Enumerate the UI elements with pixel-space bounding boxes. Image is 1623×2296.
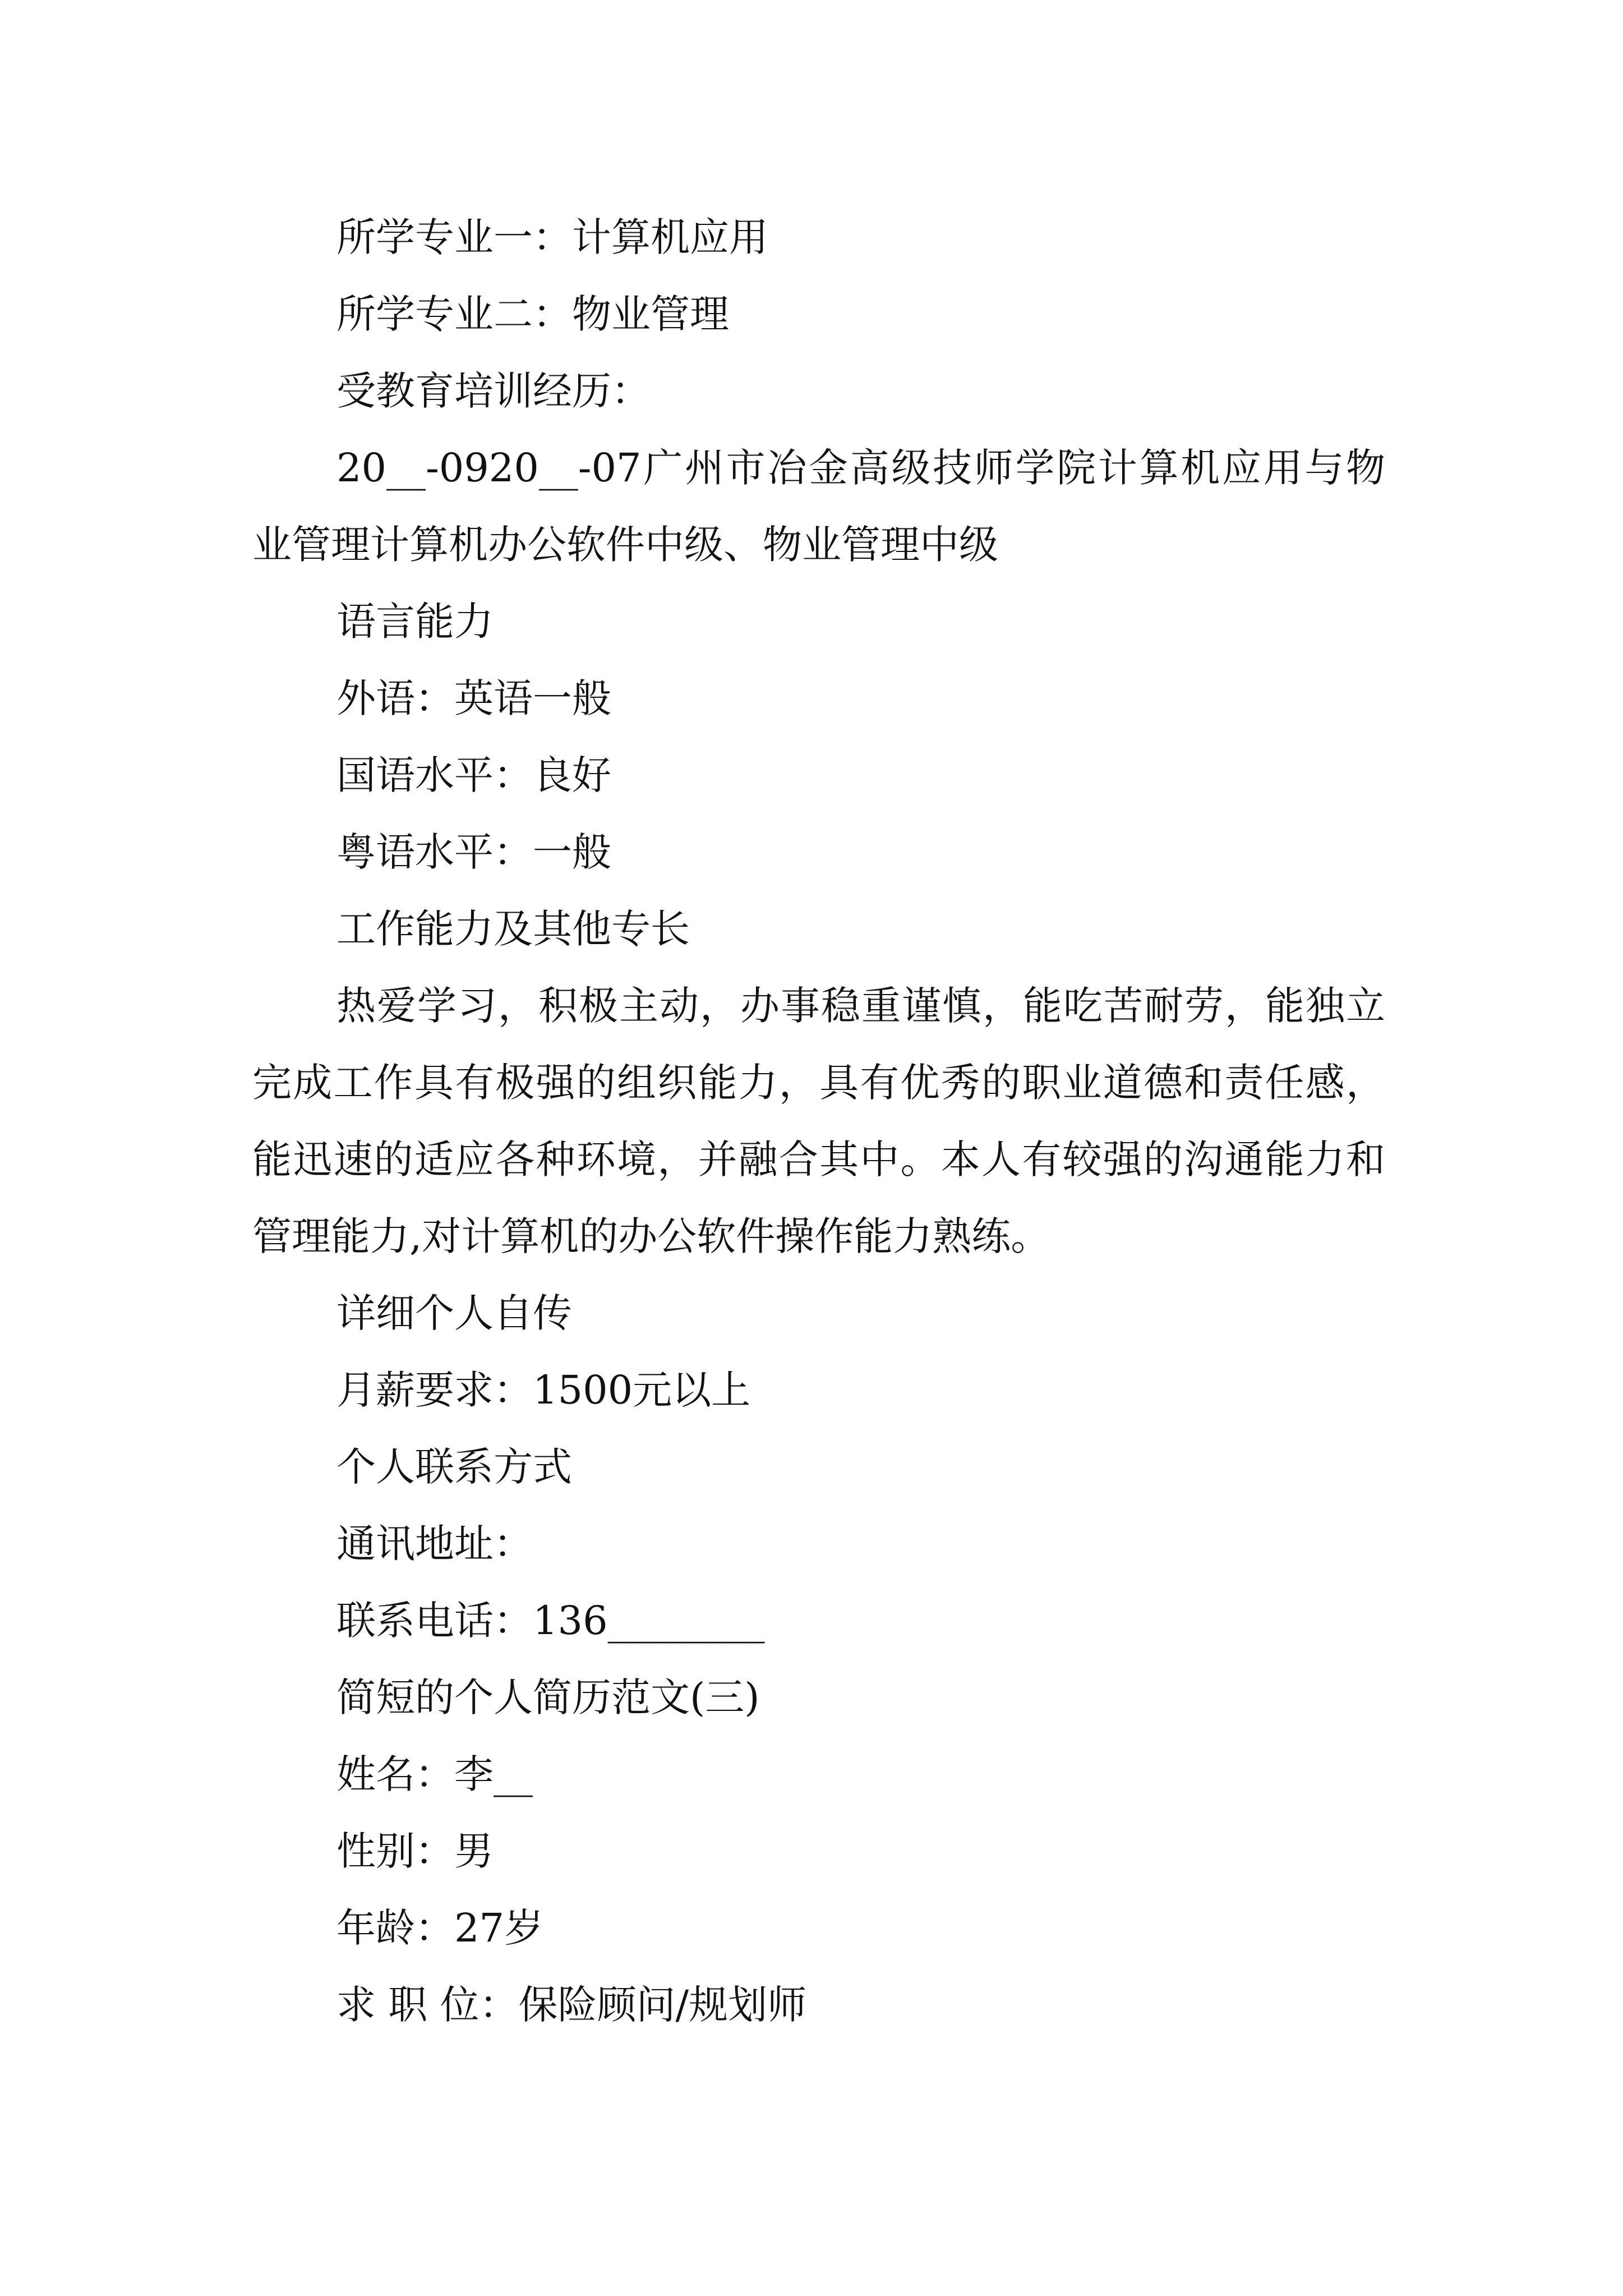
phone-line: 联系电话：136________ [336, 1598, 765, 1644]
skills-heading: 工作能力及其他专长 [336, 906, 690, 952]
major-two-line: 所学专业二：物业管理 [336, 291, 729, 337]
gender-line: 性别：男 [336, 1828, 494, 1874]
document-body [252, 199, 1385, 2044]
salary-line: 月薪要求：1500元以上 [336, 1367, 751, 1413]
address-line: 通讯地址： [336, 1521, 533, 1567]
foreign-language-line: 外语：英语一般 [336, 675, 611, 721]
education-heading: 受教育培训经历： [336, 368, 651, 414]
position-line: 求 职 位：保险顾问/规划师 [336, 1982, 807, 2028]
cantonese-line: 粤语水平：一般 [336, 829, 611, 875]
autobiography-heading: 详细个人自传 [336, 1290, 572, 1336]
language-heading: 语言能力 [336, 599, 494, 645]
contact-heading: 个人联系方式 [336, 1444, 572, 1490]
major-one-line: 所学专业一：计算机应用 [336, 214, 768, 260]
name-line: 姓名：李__ [336, 1751, 533, 1797]
skills-paragraph: 热爱学习，积极主动，办事稳重谨慎，能吃苦耐劳，能独立完成工作具有极强的组织能力，具有优秀的职业道德和责任感，能迅速的适应各种环境，并融合其中。本人有较强的沟通能力和管理能力,对计算机的办公软件操作能力熟练。 [252, 983, 1385, 1259]
section-title: 简短的个人简历范文(三) [336, 1674, 760, 1720]
mandarin-line: 国语水平：良好 [336, 752, 611, 798]
education-entry: 20__-0920__-07广州市冶金高级技师学院计算机应用与物业管理计算机办公软件中级、物业管理中级 [252, 445, 1385, 568]
age-line: 年龄：27岁 [336, 1905, 544, 1951]
